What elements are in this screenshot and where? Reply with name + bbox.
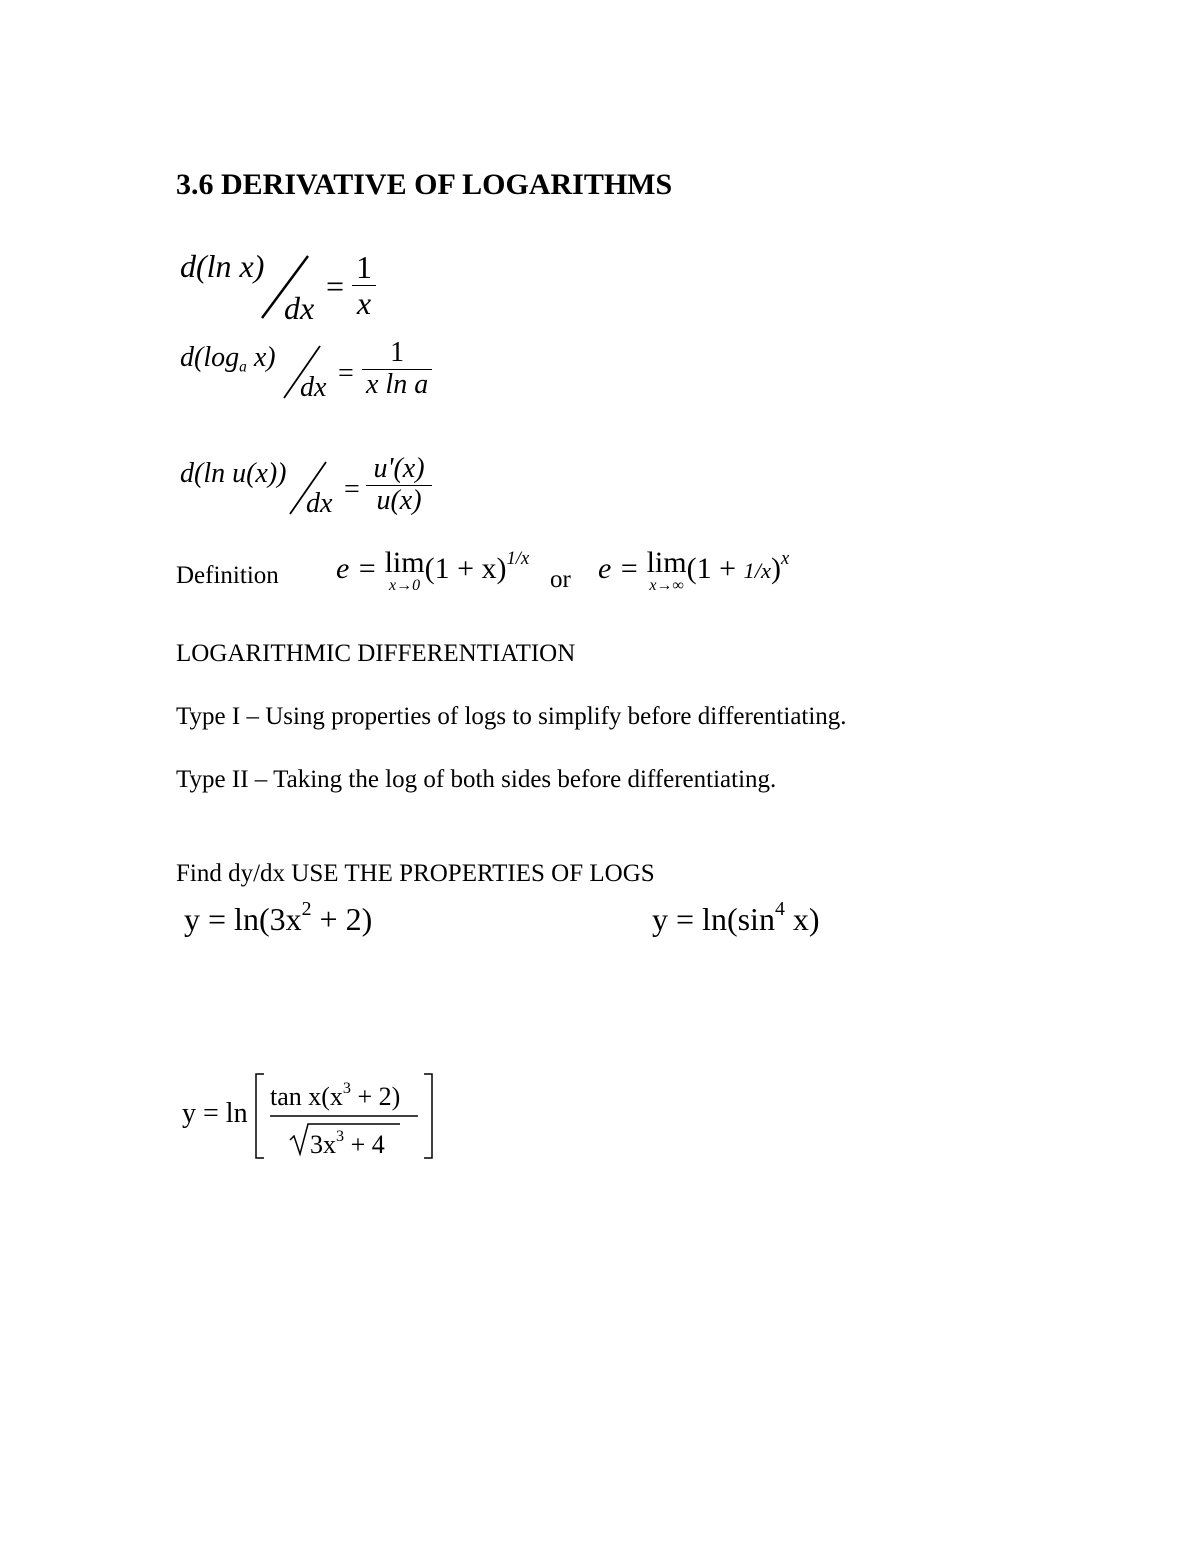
def2-lim: lim xyxy=(646,546,687,579)
formula-loga-rhs xyxy=(362,338,432,401)
formula-ln-rhs-num: 1 xyxy=(352,250,376,286)
page-title: 3.6 DERIVATIVE OF LOGARITHMS xyxy=(176,168,673,201)
def2-exp: x xyxy=(781,548,790,569)
formula-loga-den: dx xyxy=(300,372,327,403)
formula-loga-lhs xyxy=(180,342,276,376)
problem-two-b: x) xyxy=(784,900,820,937)
formula-ln-eq: = xyxy=(326,268,345,304)
def1-cond: x→0 xyxy=(389,577,421,594)
def2-body-b: ) xyxy=(771,551,781,585)
problem-two-a: y = ln(sin xyxy=(652,900,775,937)
problem-one-exp: 2 xyxy=(301,898,312,920)
type-two-text: Type II – Taking the log of both sides before differentiating. xyxy=(176,766,777,793)
def2-pre: e = xyxy=(598,551,640,585)
formula-loga-lhs-b: x) xyxy=(246,342,276,373)
formula-lnu-den: dx xyxy=(306,488,333,519)
formula-ln-rhs xyxy=(352,250,376,321)
formula-loga-base: a xyxy=(239,358,247,376)
formula-lnu-lhs: d(ln u(x)) xyxy=(180,458,287,489)
problem-two xyxy=(652,898,820,938)
problem-one xyxy=(184,898,372,938)
problem-one-a: y = ln(3x xyxy=(184,900,302,937)
formula-loga-rhs-den: x ln a xyxy=(366,368,429,400)
def1-body: (1 + x) xyxy=(424,551,507,585)
formula-ln-rhs-den: x xyxy=(356,285,372,322)
problem-three-numerator xyxy=(270,1080,400,1112)
p3-num-b: + 2) xyxy=(350,1082,401,1112)
formula-loga-lhs-a: d(log xyxy=(180,342,240,373)
formula-lnu-rhs-num: u'(x) xyxy=(366,454,432,486)
p3-den-b: + 4 xyxy=(344,1130,385,1160)
formula-lnu-eq: = xyxy=(344,474,360,505)
formula-ln-lhs: d(ln x) xyxy=(180,248,265,284)
definition-label: Definition xyxy=(176,562,279,589)
definition-or: or xyxy=(550,566,571,593)
formula-lnu-rhs-den: u(x) xyxy=(376,484,422,516)
def1-exp: 1/x xyxy=(506,548,530,569)
problem-one-b: + 2) xyxy=(311,900,373,937)
def2-cond: x→∞ xyxy=(649,577,684,594)
p3-den-exp: 3 xyxy=(336,1128,345,1145)
def1-lim: lim xyxy=(384,546,425,579)
find-instruction: Find dy/dx USE THE PROPERTIES OF LOGS xyxy=(176,860,655,887)
formula-loga-eq: = xyxy=(338,358,354,389)
section-heading: LOGARITHMIC DIFFERENTIATION xyxy=(176,640,576,667)
def2-frac: 1/x xyxy=(743,557,771,583)
formula-loga-rhs-num: 1 xyxy=(362,338,432,370)
def2-body-a: (1 + xyxy=(686,551,744,585)
def1-pre: e = xyxy=(336,551,378,585)
formula-lnu-rhs xyxy=(366,454,432,517)
p3-num-a: tan x(x xyxy=(270,1082,343,1112)
p3-num-exp: 3 xyxy=(342,1080,351,1097)
type-one-text: Type I – Using properties of logs to simplify before differentiating. xyxy=(176,703,847,730)
problem-three-denominator xyxy=(310,1128,385,1160)
p3-den-a: 3x xyxy=(310,1130,336,1160)
formula-ln-den: dx xyxy=(284,290,315,326)
problem-three-prefix: y = ln xyxy=(182,1098,248,1129)
definition-e-limit-infinity xyxy=(598,548,789,594)
formula-ln-derivative xyxy=(180,248,264,285)
definition-e-limit-zero xyxy=(336,548,529,594)
problem-two-exp: 4 xyxy=(774,898,785,920)
